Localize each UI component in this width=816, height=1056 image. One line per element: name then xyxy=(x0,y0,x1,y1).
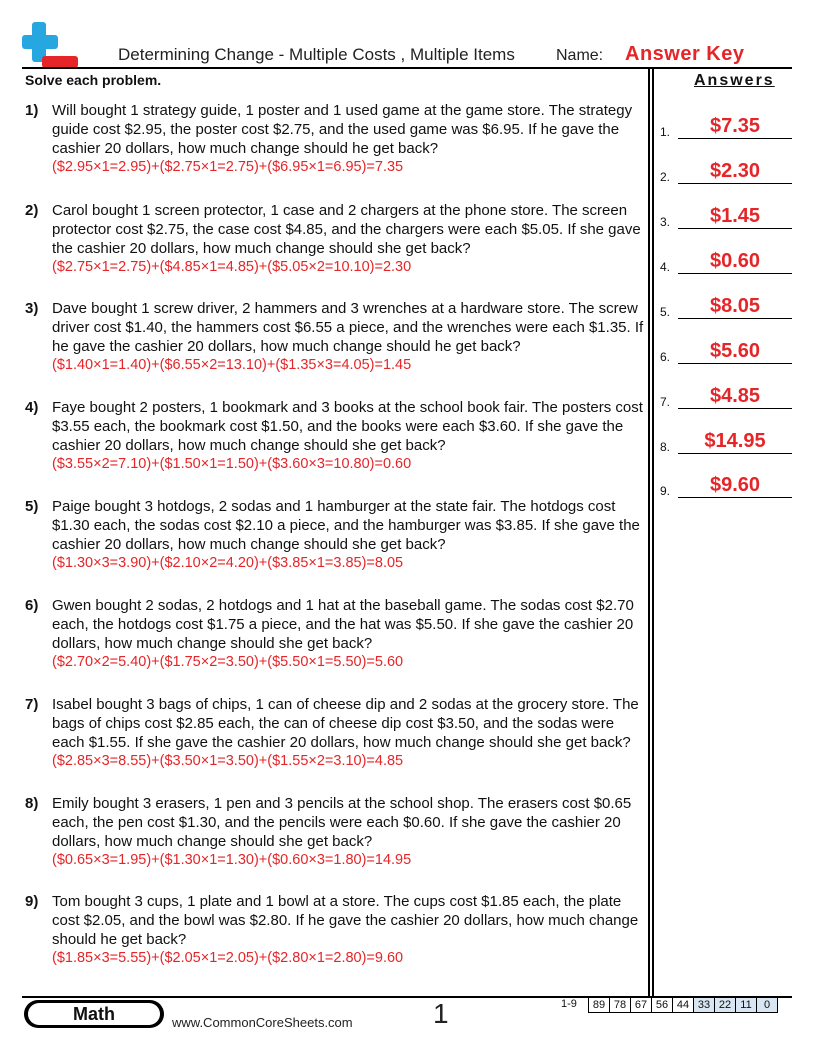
problem-text: Will bought 1 strategy guide, 1 poster and 1 used game at the game store. The strategy guide cost $2.95, the poster cost $2.75, and the used game was $6.95. If he gave the cashier 20 dollars, how much change should he get back? xyxy=(52,102,633,157)
problem-text: Carol bought 1 screen protector, 1 case and 2 chargers at the phone store. The screen protector cost $2.75, the case cost $4.85, and the chargers were each $5.05. If she gave the cashier 20 dollars, how much change should she get back? xyxy=(52,202,641,257)
answer-9 xyxy=(660,472,792,498)
score-cell: 44 xyxy=(673,998,694,1013)
problem-5 xyxy=(25,497,649,573)
problem-4 xyxy=(25,398,649,474)
score-cell: 56 xyxy=(652,998,673,1013)
problem-9 xyxy=(25,892,649,968)
score-range-label: 1-9 xyxy=(561,998,577,1010)
problem-work: ($2.70×2=5.40)+($1.75×2=3.50)+($5.50×1=5.50)=5.60 xyxy=(52,654,404,670)
answer-number: 4. xyxy=(660,260,671,274)
answer-line xyxy=(678,408,792,409)
answer-line xyxy=(678,497,792,498)
problem-number: 1) xyxy=(25,102,39,119)
answer-value: $9.60 xyxy=(709,474,761,496)
score-cell: 0 xyxy=(757,998,778,1013)
answer-number: 7. xyxy=(660,395,671,409)
answer-line xyxy=(678,318,792,319)
answer-line xyxy=(678,363,792,364)
problem-1 xyxy=(25,101,649,177)
answer-value: $0.60 xyxy=(709,250,761,272)
problem-number: 8) xyxy=(25,795,39,812)
answer-number: 2. xyxy=(660,170,671,184)
answer-value: $14.95 xyxy=(704,430,766,452)
answer-value: $1.45 xyxy=(709,205,761,227)
answer-7 xyxy=(660,383,792,409)
answer-number: 3. xyxy=(660,215,671,229)
problem-number: 6) xyxy=(25,597,39,614)
answer-value: $5.60 xyxy=(709,340,761,362)
answer-2 xyxy=(660,158,792,184)
problem-work: ($1.85×3=5.55)+($2.05×1=2.05)+($2.80×1=2.80)=9.60 xyxy=(52,950,404,966)
problem-number: 7) xyxy=(25,696,39,713)
answer-key-label: Answer Key xyxy=(625,43,745,65)
problem-7 xyxy=(25,695,649,771)
problem-number: 9) xyxy=(25,893,39,910)
page-number: 1 xyxy=(433,998,449,1029)
name-label: Name: xyxy=(556,47,604,64)
problem-text: Emily bought 3 erasers, 1 pen and 3 pencils at the school shop. The erasers cost $0.65 each, the pen cost $1.30, and the pencils were each $0.60. If she gave the cashier 20 dollars, how much change should she get back? xyxy=(52,795,632,850)
problem-text: Paige bought 3 hotdogs, 2 sodas and 1 hamburger at the state fair. The hotdogs cost $1.30 each, the sodas cost $2.10 a piece, and the hamburger was $3.85. If she gave the cashier 20 dollars, how much change should she get back? xyxy=(52,498,640,553)
score-cell: 89 xyxy=(589,998,610,1013)
problem-text: Isabel bought 3 bags of chips, 1 can of cheese dip and 2 sodas at the grocery store. The bags of chips cost $2.85 each, the can of cheese dip cost $3.50, and the sodas were each $1.55. If she gave the cashier 20 dollars, how much change should she get back? xyxy=(52,696,639,751)
answer-value: $8.05 xyxy=(709,295,761,317)
problem-8 xyxy=(25,794,649,870)
problem-6 xyxy=(25,596,649,672)
score-cell: 33 xyxy=(694,998,715,1013)
score-cell: 78 xyxy=(610,998,631,1013)
answer-value: $7.35 xyxy=(709,115,761,137)
problem-work: ($0.65×3=1.95)+($1.30×1=1.30)+($0.60×3=1.80)=14.95 xyxy=(52,852,412,868)
problem-3 xyxy=(25,299,649,375)
answer-number: 9. xyxy=(660,484,671,498)
problem-work: ($1.40×1=1.40)+($6.55×2=13.10)+($1.35×3=4.05)=1.45 xyxy=(52,357,412,373)
column-divider-right xyxy=(652,68,654,996)
header-divider xyxy=(22,67,792,69)
answer-8 xyxy=(660,428,792,454)
website-url: www.CommonCoreSheets.com xyxy=(172,1015,353,1030)
problem-number: 4) xyxy=(25,399,39,416)
problem-work: ($1.30×3=3.90)+($2.10×2=4.20)+($3.85×1=3.85)=8.05 xyxy=(52,555,404,571)
commoncoresheets-logo xyxy=(22,22,80,68)
answer-number: 6. xyxy=(660,350,671,364)
answer-line xyxy=(678,273,792,274)
answer-line xyxy=(678,183,792,184)
answer-5 xyxy=(660,293,792,319)
score-cell: 67 xyxy=(631,998,652,1013)
answer-number: 5. xyxy=(660,305,671,319)
problem-text: Dave bought 1 screw driver, 2 hammers and 3 wrenches at a hardware store. The screw driver cost $1.40, the hammers cost $6.55 a piece, and the wrenches were each $1.35. If he gave the cashier 20 dollars, how much change should he get back? xyxy=(52,300,644,355)
answer-line xyxy=(678,228,792,229)
answer-6 xyxy=(660,338,792,364)
problem-text: Gwen bought 2 sodas, 2 hotdogs and 1 hat at the baseball game. The sodas cost $2.70 each, the hotdogs cost $1.75 a piece, and the hat was $5.50. If she gave the cashier 20 dollars, how much change should she get back? xyxy=(52,597,634,652)
problem-work: ($3.55×2=7.10)+($1.50×1=1.50)+($3.60×3=10.80)=0.60 xyxy=(52,456,412,472)
problem-text: Faye bought 2 posters, 1 bookmark and 3 books at the school book fair. The posters cost $3.55 each, the bookmark cost $1.50, and the books were each $3.60. If she gave the cashier 20 dollars, how much change should she get back? xyxy=(52,399,643,454)
answer-number: 1. xyxy=(660,125,671,139)
score-cell: 22 xyxy=(715,998,736,1013)
answer-4 xyxy=(660,248,792,274)
answer-1 xyxy=(660,113,792,139)
answer-3 xyxy=(660,203,792,229)
problem-text: Tom bought 3 cups, 1 plate and 1 bowl at a store. The cups cost $1.85 each, the plate cost $2.05, and the bowl was $2.80. If he gave the cashier 20 dollars, how much change should he get back? xyxy=(52,893,639,948)
problem-number: 3) xyxy=(25,300,39,317)
answer-number: 8. xyxy=(660,440,671,454)
problem-work: ($2.95×1=2.95)+($2.75×1=2.75)+($6.95×1=6.95)=7.35 xyxy=(52,159,404,175)
answers-heading: Answers xyxy=(694,72,775,89)
problem-work: ($2.85×3=8.55)+($3.50×1=3.50)+($1.55×2=3.10)=4.85 xyxy=(52,753,404,769)
score-table xyxy=(588,997,778,1013)
answer-value: $4.85 xyxy=(709,385,761,407)
instructions: Solve each problem. xyxy=(25,72,162,88)
worksheet-title: Determining Change - Multiple Costs , Multiple Items xyxy=(118,45,515,64)
problem-number: 2) xyxy=(25,202,39,219)
subject-badge xyxy=(24,1000,164,1028)
problem-2 xyxy=(25,201,649,277)
answer-line xyxy=(678,453,792,454)
answer-value: $2.30 xyxy=(709,160,761,182)
problem-work: ($2.75×1=2.75)+($4.85×1=4.85)+($5.05×2=10.10)=2.30 xyxy=(52,259,412,275)
problem-number: 5) xyxy=(25,498,39,515)
score-cell: 11 xyxy=(736,998,757,1013)
answer-line xyxy=(678,138,792,139)
subject-label: Math xyxy=(28,1003,160,1025)
